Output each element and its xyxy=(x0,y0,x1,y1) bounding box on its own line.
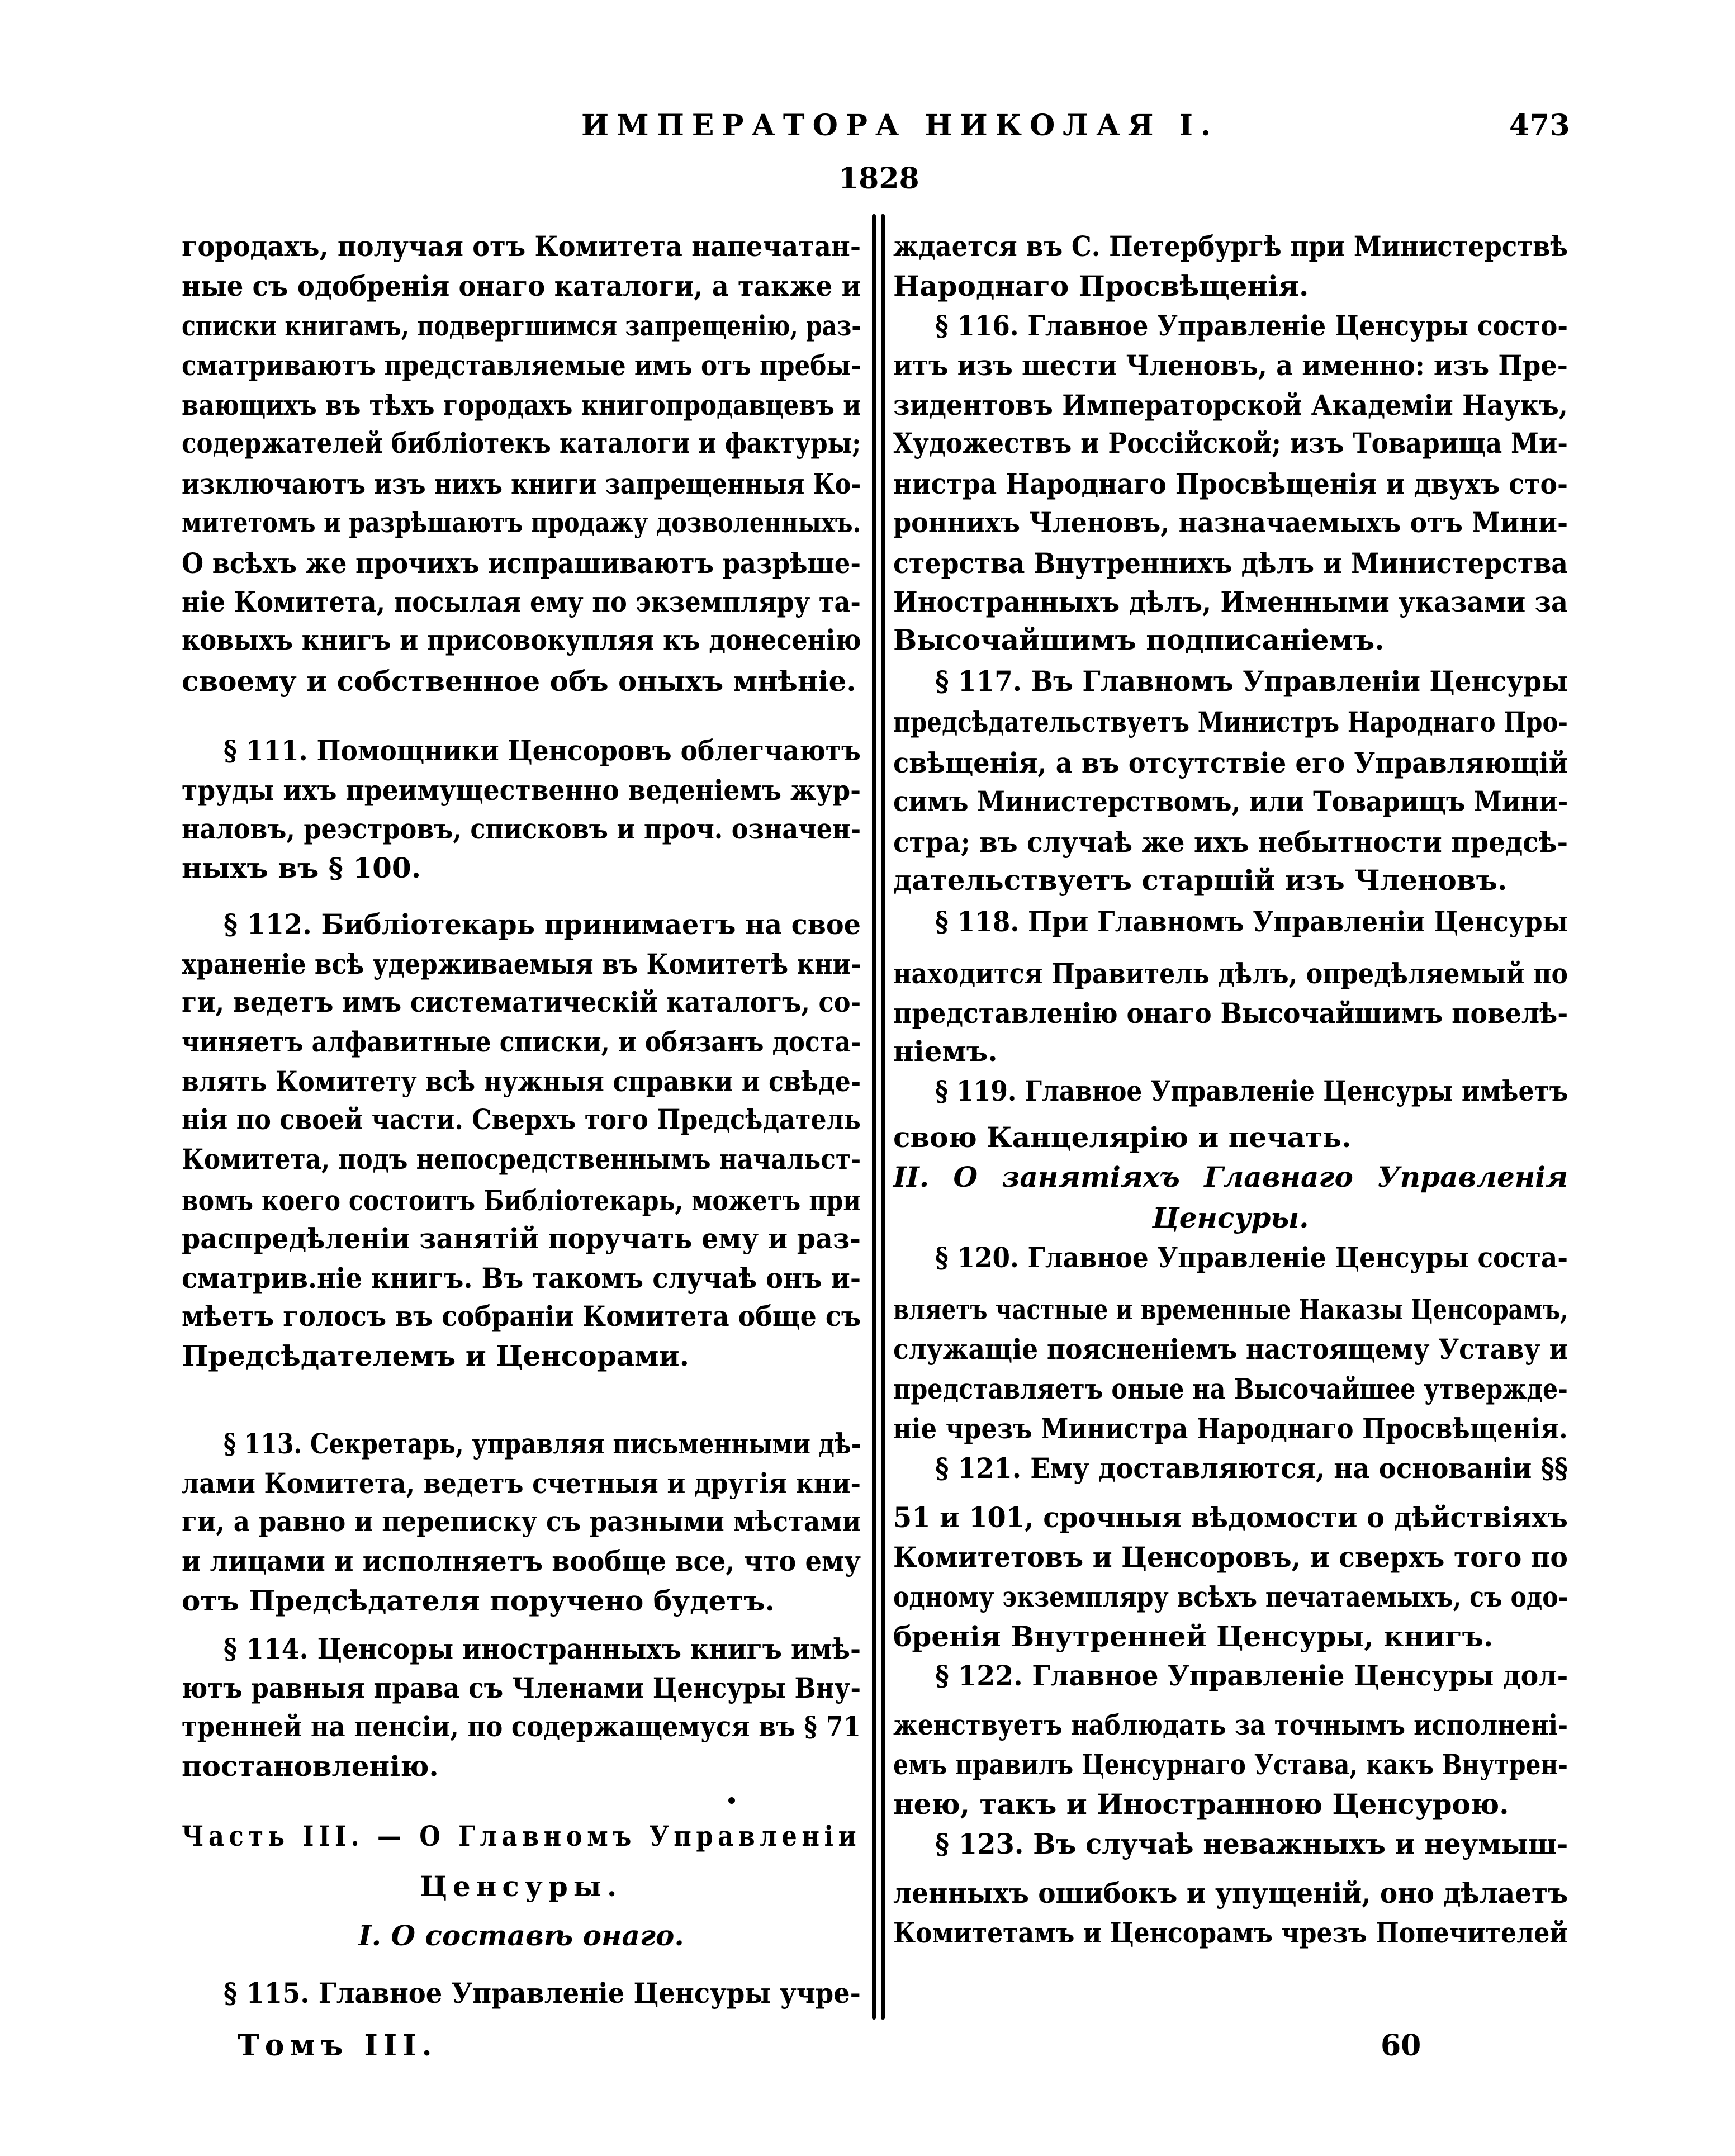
text-line: чиняетъ алфавитные списки, и обязанъ доста- xyxy=(182,1025,861,1058)
text-line: отъ Предсѣдателя поручено будетъ. xyxy=(182,1584,775,1617)
text-line: своему и собственное объ оныхъ мнѣніе. xyxy=(182,665,856,698)
paragraph-first-line: § 122. Главное Управленіе Ценсуры дол- xyxy=(935,1659,1568,1692)
text-line: и лицами и исполняетъ вообще все, что ему xyxy=(182,1544,861,1577)
text-line: постановленію. xyxy=(182,1750,439,1783)
paragraph-first-line: § 123. Въ случаѣ неважныхъ и неумыш- xyxy=(935,1827,1568,1860)
page-number: 473 xyxy=(1509,108,1570,143)
text-line: служащіе поясненіемъ настоящему Уставу и xyxy=(893,1333,1568,1366)
text-line: ніе Комитета, посылая ему по экземпляру та- xyxy=(182,585,861,618)
text-line: вляетъ частные и временные Наказы Ценсорамъ, xyxy=(893,1293,1568,1326)
text-line: вающихъ въ тѣхъ городахъ книгопродавцевъ и xyxy=(182,388,861,421)
text-line: дательствуетъ старшій изъ Членовъ. xyxy=(893,864,1508,897)
text-line: лами Комитета, ведетъ счетныя и другія кни- xyxy=(182,1467,861,1500)
text-line: 51 и 101, срочныя вѣдомости о дѣйствіяхъ xyxy=(893,1501,1568,1534)
text-line: ждается въ С. Петербургѣ при Министерствѣ xyxy=(893,230,1568,263)
text-line: ютъ равныя права съ Членами Ценсуры Вну- xyxy=(182,1671,861,1704)
text-line: ковыхъ книгъ и присовокупляя къ донесенію xyxy=(182,623,861,656)
text-line: ги, а равно и переписку съ разными мѣстами xyxy=(182,1505,861,1538)
paragraph-first-line: § 114. Ценсоры иностранныхъ книгъ имѣ- xyxy=(224,1632,861,1665)
text-line: нистра Народнаго Просвѣщенія и двухъ сто- xyxy=(893,467,1568,500)
text-line: симъ Министерствомъ, или Товарищъ Мини- xyxy=(893,785,1568,818)
paragraph-first-line: § 116. Главное Управленіе Ценсуры состо- xyxy=(935,309,1568,342)
text-line: городахъ, получая отъ Комитета напечатан- xyxy=(182,230,861,263)
text-line: стра; въ случаѣ же ихъ небытности предсѣ- xyxy=(893,826,1568,859)
paragraph-first-line: § 121. Ему доставляются, на основаніи §§ xyxy=(935,1452,1568,1485)
text-line: Иностранныхъ дѣлъ, Именными указами за xyxy=(893,585,1568,618)
stray-dot xyxy=(728,1797,735,1804)
paragraph-first-line: § 117. Въ Главномъ Управленіи Ценсуры xyxy=(935,665,1568,698)
text-line: предсѣдательствуетъ Министръ Народнаго Про- xyxy=(893,705,1568,738)
text-line: ніемъ. xyxy=(893,1035,998,1068)
text-line: Высочайшимъ подписаніемъ. xyxy=(893,623,1385,656)
text-line: свою Канцелярію и печать. xyxy=(893,1121,1352,1154)
text-line: распредѣленіи занятій поручать ему и раз- xyxy=(182,1222,861,1255)
text-line: емъ правилъ Ценсурнаго Устава, какъ Внутрен- xyxy=(893,1748,1568,1781)
text-line: зидентовъ Императорской Академіи Наукъ, xyxy=(893,388,1568,421)
running-title: ИМПЕРАТОРА НИКОЛАЯ I. xyxy=(581,108,1219,143)
paragraph-first-line: § 111. Помощники Ценсоровъ облегчаютъ xyxy=(224,734,861,767)
volume-label: Томъ III. xyxy=(238,2029,438,2063)
text-line: представляетъ оные на Высочайшее утвержде- xyxy=(893,1372,1568,1405)
subsection-heading: Ценсуры. xyxy=(1152,1201,1309,1234)
text-line: находится Правитель дѣлъ, опредѣляемый по xyxy=(893,957,1568,990)
text-line: свѣщенія, а въ отсутствіе его Управляющій xyxy=(893,746,1568,779)
paragraph-first-line: § 120. Главное Управленіе Ценсуры соста- xyxy=(935,1241,1568,1274)
text-line: нія по своей части. Сверхъ того Предсѣдатель xyxy=(182,1103,861,1136)
text-line: итъ изъ шести Членовъ, а именно: изъ Пре- xyxy=(893,349,1568,382)
text-line: ніе чрезъ Министра Народнаго Просвѣщенія. xyxy=(893,1412,1568,1445)
column-divider-rule xyxy=(881,214,885,2020)
text-line: содержателей библіотекъ каталоги и фактуры; xyxy=(182,427,861,459)
signature-mark: 60 xyxy=(1381,2029,1421,2063)
text-line: списки книгамъ, подвергшимся запрещенію, раз- xyxy=(182,309,861,342)
column-divider-rule xyxy=(872,214,876,2020)
paragraph-first-line: § 112. Библіотекарь принимаетъ на свое xyxy=(224,908,861,941)
text-line: влять Комитету всѣ нужныя справки и свѣде- xyxy=(182,1065,861,1098)
text-line: мѣетъ голосъ въ собраніи Комитета обще съ xyxy=(182,1300,861,1333)
text-line: женствуетъ наблюдать за точнымъ исполненi- xyxy=(893,1708,1568,1741)
text-line: тренней на пенсіи, по содержащемуся въ § 71 xyxy=(182,1710,861,1743)
subsection-heading: II. О занятіяхъ Главнаго Управленія xyxy=(893,1160,1568,1193)
text-line: О всѣхъ же прочихъ испрашиваютъ разрѣше- xyxy=(182,547,861,580)
text-line: Художествъ и Россійской; изъ Товарища Ми- xyxy=(893,427,1568,459)
subsection-heading: I. О составѣ онаго. xyxy=(358,1919,684,1952)
text-line: Комитетамъ и Ценсорамъ чрезъ Попечителей xyxy=(893,1916,1568,1949)
text-line: одному экземпляру всѣхъ печатаемыхъ, съ одо- xyxy=(893,1580,1568,1613)
paragraph-first-line: § 115. Главное Управленіе Ценсуры учре- xyxy=(224,1977,861,2010)
text-line: нею, такъ и Иностранною Ценсурою. xyxy=(893,1788,1509,1821)
section-heading: Часть III. — О Главномъ Управленіи xyxy=(182,1819,861,1852)
paragraph-first-line: § 119. Главное Управленіе Ценсуры имѣетъ xyxy=(935,1074,1568,1107)
section-heading: Ценсуры. xyxy=(420,1870,623,1903)
text-line: митетомъ и разрѣшаютъ продажу дозволенныхъ. xyxy=(182,506,861,539)
text-line: сматриваютъ представляемые имъ отъ пребы- xyxy=(182,349,861,382)
text-line: вомъ коего состоитъ Библіотекарь, можетъ при xyxy=(182,1184,861,1217)
text-line: бренія Внутренней Ценсуры, книгъ. xyxy=(893,1620,1494,1653)
text-line: изключаютъ изъ нихъ книги запрещенныя Ко- xyxy=(182,467,861,500)
text-line: храненіе всѣ удерживаемыя въ Комитетѣ кни- xyxy=(182,947,861,980)
text-line: наловъ, реэстровъ, списковъ и проч. означен- xyxy=(182,812,861,845)
year-heading: 1828 xyxy=(838,162,919,196)
paragraph-first-line: § 113. Секретарь, управляя письменными дѣ- xyxy=(224,1427,861,1460)
text-line: ленныхъ ошибокъ и упущеній, оно дѣлаетъ xyxy=(893,1877,1568,1909)
text-line: ные съ одобренія онаго каталоги, а также и xyxy=(182,269,861,302)
text-line: Комитета, подъ непосредственнымъ начальст- xyxy=(182,1143,861,1176)
text-line: Народнаго Просвѣщенія. xyxy=(893,269,1309,302)
text-line: ныхъ въ § 100. xyxy=(182,851,421,884)
text-line: представленію онаго Высочайшимъ повелѣ- xyxy=(893,997,1568,1030)
text-line: Предсѣдателемъ и Ценсорами. xyxy=(182,1339,689,1372)
text-line: Комитетовъ и Ценсоровъ, и сверхъ того по xyxy=(893,1541,1568,1574)
text-line: роннихъ Членовъ, назначаемыхъ отъ Мини- xyxy=(893,506,1568,539)
text-line: сматрив.ніе книгъ. Въ такомъ случаѣ онъ и- xyxy=(182,1262,861,1295)
text-line: труды ихъ преимущественно веденіемъ жур- xyxy=(182,774,861,807)
paragraph-first-line: § 118. При Главномъ Управленіи Ценсуры xyxy=(935,905,1568,938)
text-line: ги, ведетъ имъ систематическій каталогъ, со- xyxy=(182,985,861,1018)
text-line: стерства Внутреннихъ дѣлъ и Министерства xyxy=(893,547,1568,580)
